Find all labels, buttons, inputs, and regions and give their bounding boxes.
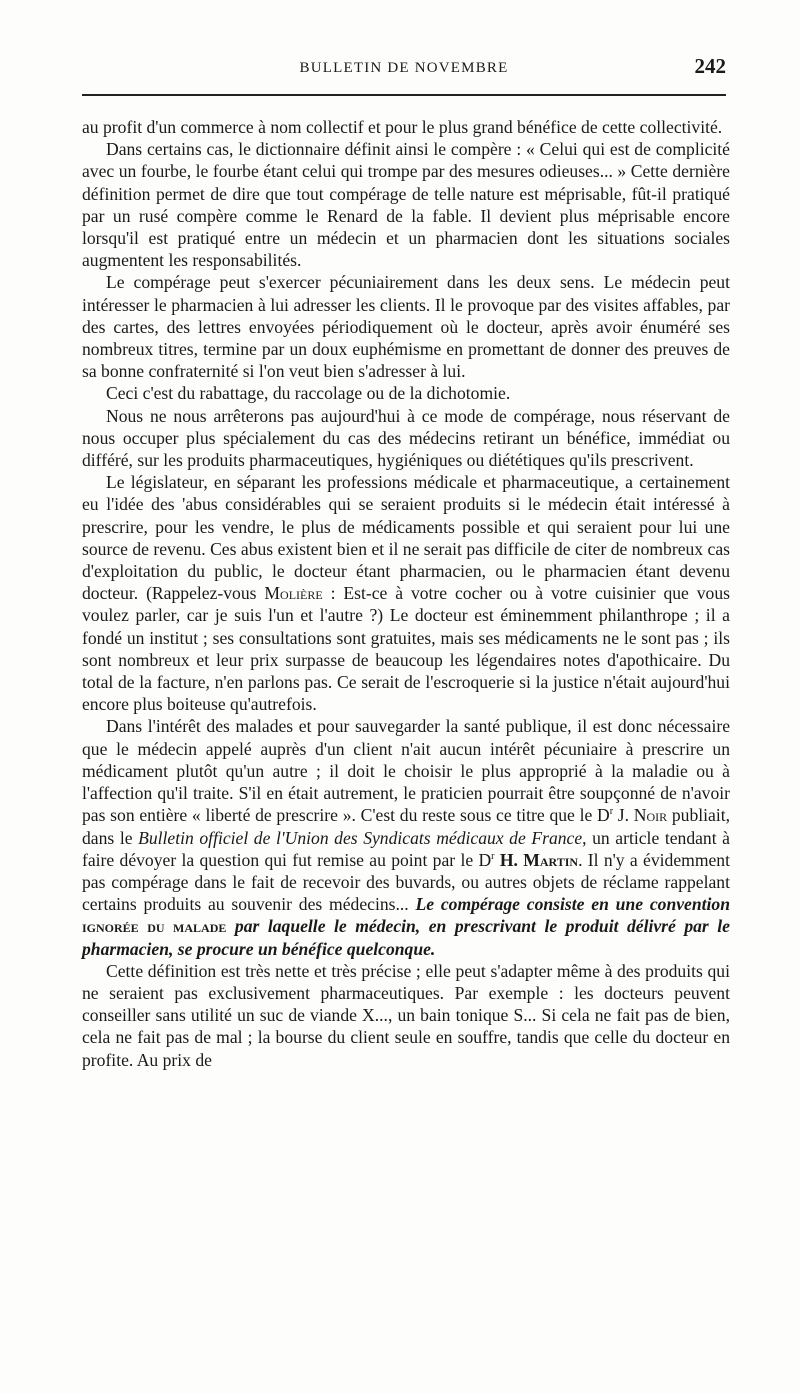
journal-title: Bulletin officiel de l'Union des Syndicats médicaux de France [138, 827, 583, 848]
paragraph-7-part-c: , un article tendant à faire dévoyer la question qui fut remise au point par le D [82, 827, 730, 870]
paragraph-8: Cette définition est très nette et très précise ; elle peut s'adapter même à des produits qui ne seraient pas exclusivement pharmaceutiques. Par exemple : les docteurs peuvent conseiller sans utilité un suc de viande X..., un bain tonique S... Si cela ne fait pas de bien, cela ne fait pas de mal ; la bourse du client seule en souffre, tandis que celle du docteur en profite. Au prix de [82, 960, 730, 1070]
paragraph-7-part-d: . Il n'y a évidemment pas compérage dans le fait de recevoir des buvards, ou autres objets de réclame rappelant certains produits au souvenir des médecins... [82, 849, 730, 915]
author-j-noir: J. Noir [617, 805, 668, 826]
paragraph-3: Le compérage peut s'exercer pécuniairement dans les deux sens. Le médecin peut intéresser le pharmacien à lui adresser les clients. Il le provoque par des visites affables, par des cartes, des lettres envoyées périodiquement où le docteur, après avoir énuméré ses nombreux titres, termine par un doux euphémisme en promettant de donner des preuves de sa bonne confraternité si l'on veut bien s'adresser à lui. [82, 272, 730, 382]
definition-emphasis: ignorée du malade [82, 916, 227, 937]
paragraph-2: Dans certains cas, le dictionnaire définit ainsi le compère : « Celui qui est de complicité avec un fourbe, le fourbe étant celui qui trompe par des mesures odieuses... » Cette dernière définition permet de dire que tout compérage de telle nature est méprisable, fût-il pratiqué par un rusé compère comme le Renard de la fable. Il devient plus méprisable encore lorsqu'il est pratiqué entre un médecin et un pharmacien dont les situations sociales augmentent les responsabilités. [82, 139, 730, 271]
doctor-superscript: r [609, 806, 614, 818]
page-number: 242 [694, 54, 726, 78]
paragraph-6-part-a: Le législateur, en séparant les professions médicale et pharmaceutique, a certainement eu l'idée des 'abus considérables qui se seraient produits si le médecin était intéressé à prescrire, pour les vendre, le plus de médicaments possible et qui seraient pour lui une source de revenu. Ces abus existent bien et il ne serait pas difficile de citer de nombreux cas d'exploitation du public, le docteur étant pharmacien, ou le pharmacien étant devenu docteur. (Rappelez-vous [82, 472, 730, 604]
paragraph-6 [82, 471, 730, 715]
body-text [82, 116, 730, 1071]
definition-part-2: par laquelle le médecin, en prescrivant le produit délivré par le pharmacien, se procure un bénéfice quelconque. [82, 916, 730, 959]
paragraph-7-part-b: publiait, dans le [82, 805, 731, 848]
paragraph-5: Nous ne nous arrêterons pas aujourd'hui à ce mode de compérage, nous réservant de nous occuper plus spécialement du cas des médecins retirant un bénéfice, immédiat ou différé, sur les produits pharmaceutiques, hygiéniques ou diététiques qu'ils prescrivent. [82, 405, 730, 471]
author-h-martin: H. Martin [499, 849, 579, 870]
page-header [82, 56, 726, 84]
doctor-superscript: r [491, 850, 495, 862]
author-moliere: Molière [264, 583, 323, 604]
paragraph-7 [82, 715, 730, 959]
paragraph-1: au profit d'un commerce à nom collectif et pour le plus grand bénéfice de cette collectivité. [82, 117, 723, 137]
paragraph-4: Ceci c'est du rabattage, du raccolage ou de la dichotomie. [106, 383, 511, 404]
definition-part-1: Le compérage consiste en une convention [415, 894, 730, 915]
header-rule [82, 94, 726, 96]
paragraph-7-part-a: Dans l'intérêt des malades et pour sauvegarder la santé publique, il est donc nécessaire que le médecin appelé auprès d'un client n'ait aucun intérêt pécuniaire à prescrire un médicament plutôt qu'un autre ; il doit le choisir le plus approprié à la maladie ou à l'affection qu'il traite. S'il en était autrement, le praticien pourrait être soupçonné de n'avoir pas son entière « liberté de prescrire ». C'est du reste sous ce titre que le D [82, 716, 730, 826]
paragraph-6-part-b: : Est-ce à votre cocher ou à votre cuisinier que vous voulez parler, car je suis l'un et l'autre ?) Le docteur est éminemment philanthrope ; il a fondé un institut ; ses consultations sont gratuites, mais ses médicaments ne le sont pas ; ils sont nombreux et leur prix surpasse de beaucoup les légendaires notes d'apothicaire. Du total de la facture, n'en parlons pas. Ce serait de l'escroquerie si la justice n'était aujourd'hui encore plus boiteuse qu'autrefois. [82, 583, 730, 715]
running-title: BULLETIN DE NOVEMBRE [299, 60, 509, 76]
